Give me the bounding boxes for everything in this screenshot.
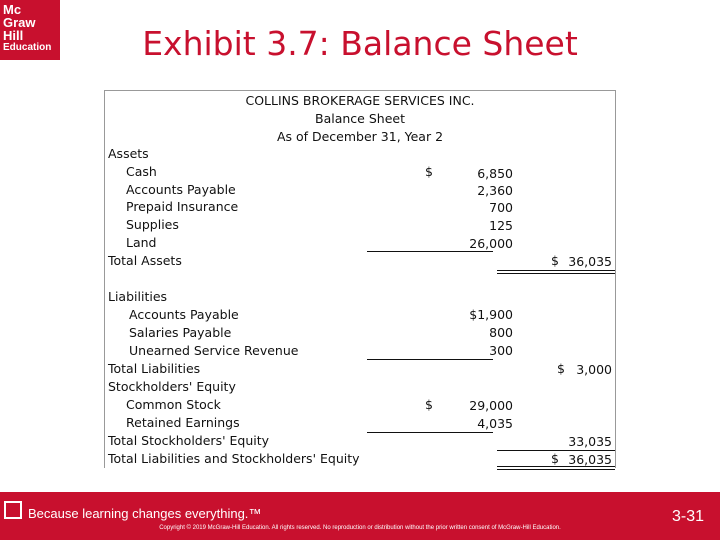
equity-value: 4,035 [477,416,513,431]
tagline: Because learning changes everything.™ [28,506,262,521]
logo-line: Education [3,42,52,53]
logo-line: Mc [3,2,22,17]
equity-label: Common Stock [126,397,221,412]
dollar-sign: $ [551,451,559,466]
liability-label: Unearned Service Revenue [129,343,299,358]
dollar-sign: $ [557,361,565,376]
equity-value: 29,000 [469,398,513,413]
double-rule [497,270,615,274]
liability-value: $1,900 [469,307,513,322]
asset-label: Supplies [126,217,179,232]
liability-label: Accounts Payable [129,307,239,322]
slide-number: 3-31 [671,508,704,525]
total-le-label: Total Liabilities and Stockholders' Equity [108,451,360,466]
subtotal-rule [367,359,493,360]
equity-label: Retained Earnings [126,415,240,430]
total-equity-value: 33,035 [568,434,612,449]
asset-value: 6,850 [477,166,513,181]
statement-name: Balance Sheet [315,111,405,126]
liabilities-heading: Liabilities [108,289,168,304]
dollar-sign: $ [551,253,559,268]
asset-label: Prepaid Insurance [126,199,239,214]
logo-line: Hill [3,28,24,43]
liability-label: Salaries Payable [129,325,232,340]
total-liabilities-value: 3,000 [576,362,612,377]
asset-value: 26,000 [469,236,513,251]
total-assets-label: Total Assets [108,253,182,268]
equity-heading: Stockholders' Equity [108,379,236,394]
total-le-value: 36,035 [568,452,612,467]
slide-title: Exhibit 3.7: Balance Sheet [142,24,578,63]
assets-heading: Assets [108,146,149,161]
subtotal-rule [367,251,493,252]
balance-sheet [104,90,616,468]
liability-value: 300 [489,343,513,358]
liability-value: 800 [489,325,513,340]
asset-value: 700 [489,200,513,215]
total-equity-label: Total Stockholders' Equity [108,433,270,448]
bracket-icon [4,501,22,519]
double-rule [497,466,615,470]
dollar-sign: $ [425,397,433,412]
logo-line: Graw [3,15,36,30]
total-liabilities-label: Total Liabilities [108,361,201,376]
total-assets-value: 36,035 [568,254,612,269]
footer-bar [0,492,720,540]
company-name: COLLINS BROKERAGE SERVICES INC. [245,93,475,108]
asset-value: 125 [489,218,513,233]
copyright-notice: Copyright © 2019 McGraw-Hill Education. All rights reserved. No reproduction or distribution without the prior written consent of McGraw-Hill Education. [159,525,561,531]
asset-label: Cash [126,164,157,179]
statement-date: As of December 31, Year 2 [276,129,444,144]
subtotal-rule [367,432,493,433]
asset-label: Land [126,235,157,250]
dollar-sign: $ [425,164,433,179]
asset-label: Accounts Payable [126,182,236,197]
asset-value: 2,360 [477,183,513,198]
